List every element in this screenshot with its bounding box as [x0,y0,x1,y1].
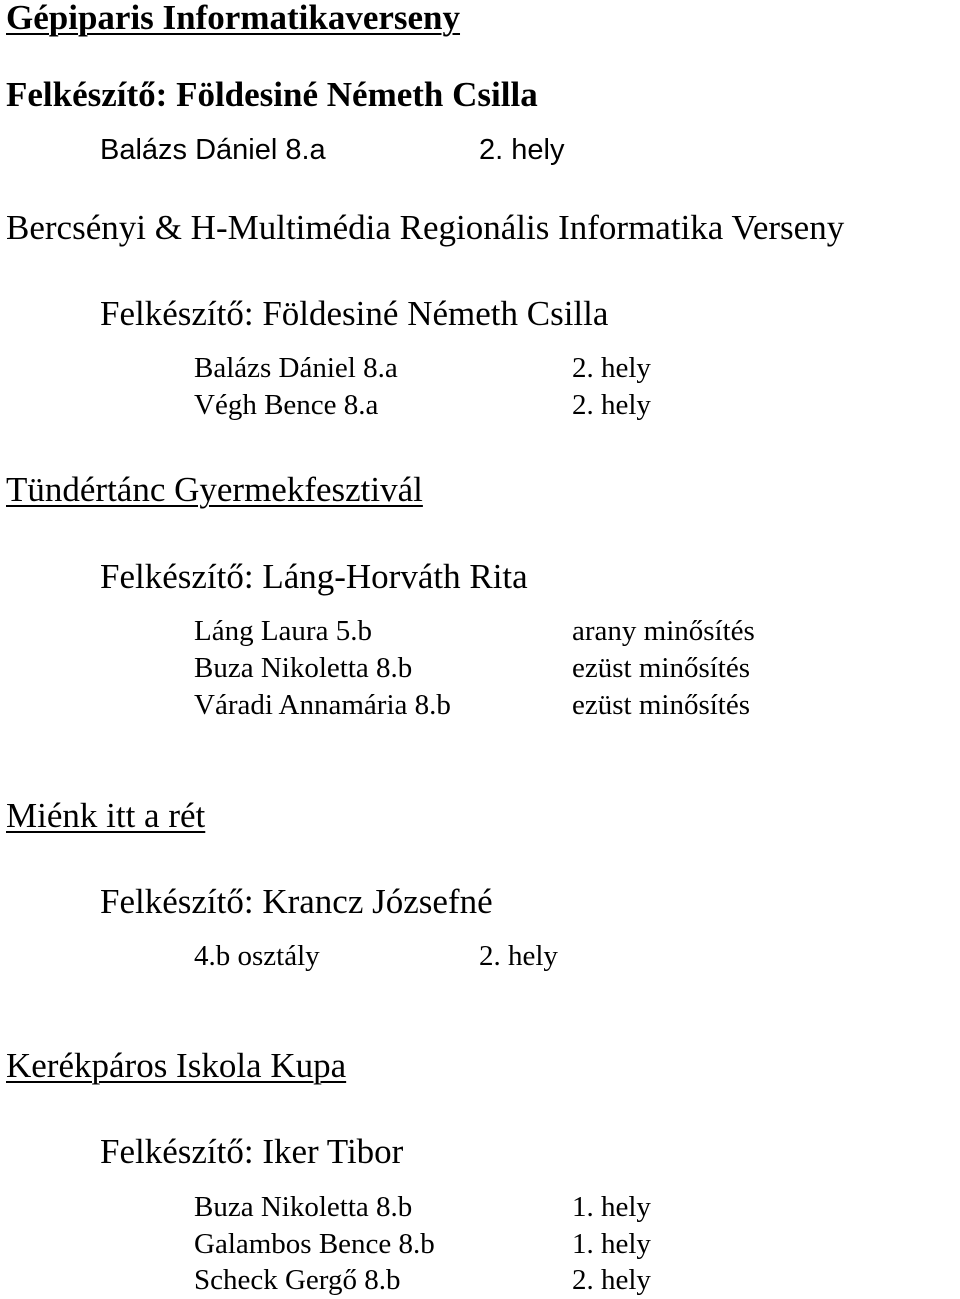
entry-name: Láng Laura 5.b [194,615,372,647]
section-title: Miénk itt a rét [6,796,206,835]
entry-result: 2. hely [572,352,651,384]
entry-result: 1. hely [572,1228,651,1260]
entry-name: 4.b osztály [194,940,320,972]
entry-result: 2. hely [479,940,558,972]
entry-result: 1. hely [572,1191,651,1223]
entry-result: ezüst minősítés [572,689,751,721]
entry-result: arany minősítés [572,615,755,647]
section-title: Gépiparis Informatikaverseny [6,0,461,37]
entry-result: ezüst minősítés [572,652,751,684]
section-title: Tündértánc Gyermekfesztivál [6,470,423,509]
section-trainer: Felkészítő: Iker Tibor [100,1132,404,1171]
section-title: Kerékpáros Iskola Kupa [6,1046,347,1085]
entry-name: Váradi Annamária 8.b [194,689,451,721]
section-trainer: Felkészítő: Földesiné Németh Csilla [6,75,538,114]
entry-name: Galambos Bence 8.b [194,1228,435,1260]
entry-result: 2. hely [479,134,565,166]
entry-name: Scheck Gergő 8.b [194,1264,401,1296]
section-trainer: Felkészítő: Láng-Horváth Rita [100,557,528,596]
entry-name: Balázs Dániel 8.a [100,134,326,166]
section-title: Bercsényi & H-Multimédia Regionális Informatika Verseny [6,208,845,247]
entry-name: Balázs Dániel 8.a [194,352,398,384]
section-trainer: Felkészítő: Krancz Józsefné [100,882,493,921]
section-trainer: Felkészítő: Földesiné Németh Csilla [100,294,609,333]
entry-name: Buza Nikoletta 8.b [194,1191,413,1223]
entry-name: Végh Bence 8.a [194,389,379,421]
entry-result: 2. hely [572,1264,651,1296]
entry-name: Buza Nikoletta 8.b [194,652,413,684]
entry-result: 2. hely [572,389,651,421]
